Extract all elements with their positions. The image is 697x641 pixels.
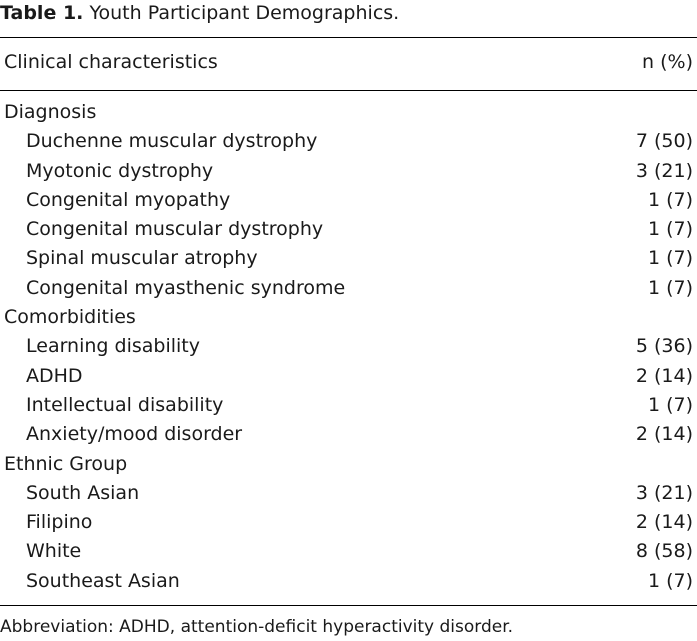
table-footnote: Abbreviation: ADHD, attention-deficit hyperactivity disorder. xyxy=(0,617,514,637)
table-row xyxy=(0,274,697,303)
row-value: 1 (7) xyxy=(647,569,693,592)
column-header-characteristic: Clinical characteristics xyxy=(4,51,218,73)
table-row xyxy=(0,244,697,273)
table-row xyxy=(0,186,697,215)
table-row xyxy=(0,567,697,596)
row-value: 1 (7) xyxy=(647,247,693,270)
row-label: Filipino xyxy=(26,511,93,534)
table-section-row xyxy=(0,303,697,332)
table-section-row xyxy=(0,98,697,127)
row-value: 2 (14) xyxy=(635,423,693,446)
column-header-count: n (%) xyxy=(642,51,693,73)
row-label: Intellectual disability xyxy=(26,393,224,416)
table-section-row xyxy=(0,450,697,479)
table-caption-label: Table 1. xyxy=(0,2,84,24)
row-value: 8 (58) xyxy=(635,540,693,563)
row-label: South Asian xyxy=(26,481,140,504)
row-value: 7 (50) xyxy=(635,130,693,153)
table-body xyxy=(0,98,697,596)
row-label: Southeast Asian xyxy=(26,569,180,592)
row-label: Congenital myasthenic syndrome xyxy=(26,276,346,299)
table-top-rule xyxy=(0,37,697,38)
section-label: Comorbidities xyxy=(4,306,136,329)
row-label: ADHD xyxy=(26,364,83,387)
table-row xyxy=(0,391,697,420)
row-value: 1 (7) xyxy=(647,276,693,299)
row-value: 1 (7) xyxy=(647,393,693,416)
table-caption xyxy=(0,2,399,24)
row-label: Congenital muscular dystrophy xyxy=(26,218,324,241)
table-row xyxy=(0,157,697,186)
row-value: 2 (14) xyxy=(635,364,693,387)
row-value: 5 (36) xyxy=(635,335,693,358)
row-value: 3 (21) xyxy=(635,481,693,504)
section-label: Ethnic Group xyxy=(4,452,128,475)
table-header-row xyxy=(0,49,697,75)
row-label: Myotonic dystrophy xyxy=(26,159,214,182)
row-label: Duchenne muscular dystrophy xyxy=(26,130,318,153)
table-row xyxy=(0,537,697,566)
table-row xyxy=(0,332,697,361)
row-label: Anxiety/mood disorder xyxy=(26,423,243,446)
row-label: Spinal muscular atrophy xyxy=(26,247,258,270)
section-label: Diagnosis xyxy=(4,101,97,123)
table-row xyxy=(0,479,697,508)
table-row xyxy=(0,362,697,391)
table-caption-title: Youth Participant Demographics. xyxy=(89,2,400,24)
table-row xyxy=(0,508,697,537)
row-value: 1 (7) xyxy=(647,188,693,211)
row-value: 2 (14) xyxy=(635,511,693,534)
table-bottom-rule xyxy=(0,605,697,606)
row-label: Learning disability xyxy=(26,335,200,358)
row-value: 1 (7) xyxy=(647,218,693,241)
table-row xyxy=(0,127,697,156)
row-value: 3 (21) xyxy=(635,159,693,182)
row-label: Congenital myopathy xyxy=(26,188,231,211)
table-row xyxy=(0,215,697,244)
row-label: White xyxy=(26,540,82,563)
table-row xyxy=(0,420,697,449)
table-header-rule xyxy=(0,90,697,91)
